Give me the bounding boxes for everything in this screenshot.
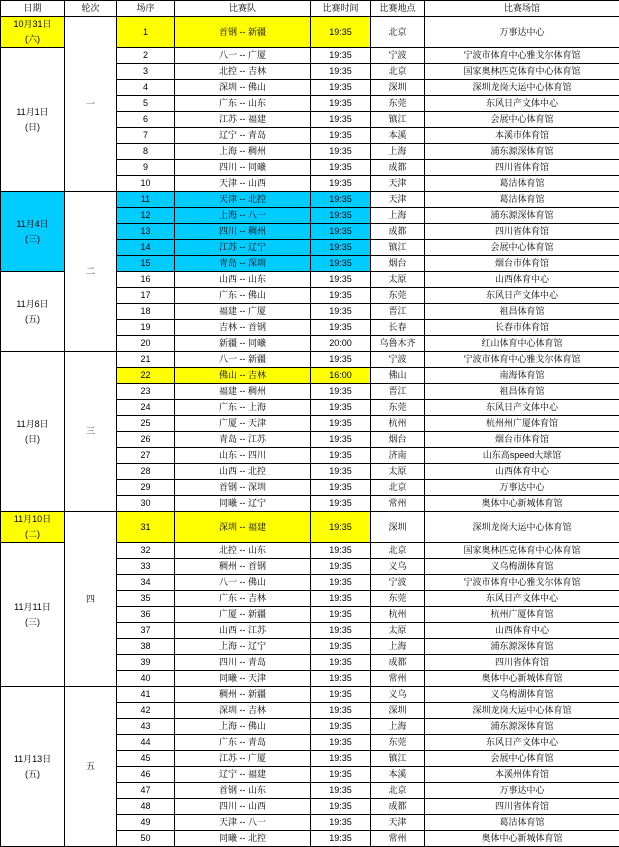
match-order-cell: 14 [117, 240, 175, 256]
matchup-cell: 首钢 -- 山东 [175, 783, 311, 799]
match-time-cell: 19:35 [311, 128, 371, 144]
match-venue-cell: 义乌梅湖体育馆 [425, 687, 619, 703]
matchup-cell: 四川 -- 同曦 [175, 160, 311, 176]
match-venue-cell: 东风日产文体中心 [425, 735, 619, 751]
table-header-row [1, 1, 619, 17]
match-order-cell: 45 [117, 751, 175, 767]
match-time-cell: 19:35 [311, 240, 371, 256]
round-cell: 三 [65, 352, 117, 512]
matchup-cell: 江苏 -- 广厦 [175, 751, 311, 767]
matchup-cell: 江苏 -- 辽宁 [175, 240, 311, 256]
match-time-cell: 19:35 [311, 176, 371, 192]
match-venue-cell: 杭州州广厦体育馆 [425, 416, 619, 432]
match-order-cell: 41 [117, 687, 175, 703]
match-venue-cell: 东风日产文体中心 [425, 288, 619, 304]
match-time-cell: 19:35 [311, 416, 371, 432]
match-time-cell: 19:35 [311, 687, 371, 703]
match-venue-cell: 国家奥林匹克体育中心体育馆 [425, 64, 619, 80]
match-order-cell: 34 [117, 575, 175, 591]
match-time-cell: 19:35 [311, 623, 371, 639]
match-place-cell: 成都 [371, 160, 425, 176]
matchup-cell: 广东 -- 青岛 [175, 735, 311, 751]
header-date: 日期 [1, 1, 65, 17]
match-order-cell: 40 [117, 671, 175, 687]
match-place-cell: 东莞 [371, 735, 425, 751]
match-venue-cell: 葛沽体育馆 [425, 176, 619, 192]
match-order-cell: 49 [117, 815, 175, 831]
matchup-cell: 首钢 -- 深圳 [175, 480, 311, 496]
match-time-cell: 19:35 [311, 208, 371, 224]
match-order-cell: 37 [117, 623, 175, 639]
matchup-cell: 青岛 -- 深圳 [175, 256, 311, 272]
match-order-cell: 5 [117, 96, 175, 112]
matchup-cell: 广厦 -- 新疆 [175, 607, 311, 623]
match-venue-cell: 本溪市体育馆 [425, 128, 619, 144]
match-order-cell: 20 [117, 336, 175, 352]
date-cell: 11月8日 (日) [1, 352, 65, 512]
match-order-cell: 44 [117, 735, 175, 751]
match-place-cell: 北京 [371, 543, 425, 559]
matchup-cell: 深圳 -- 福建 [175, 512, 311, 543]
matchup-cell: 广厦 -- 天津 [175, 416, 311, 432]
match-order-cell: 10 [117, 176, 175, 192]
match-time-cell: 19:35 [311, 735, 371, 751]
match-place-cell: 东莞 [371, 591, 425, 607]
match-time-cell: 19:35 [311, 480, 371, 496]
match-time-cell: 19:35 [311, 783, 371, 799]
match-place-cell: 东莞 [371, 400, 425, 416]
match-order-cell: 2 [117, 48, 175, 64]
date-cell: 11月13日 (五) [1, 687, 65, 847]
matchup-cell: 北控 -- 吉林 [175, 64, 311, 80]
match-venue-cell: 浦东源深体育馆 [425, 639, 619, 655]
matchup-cell: 江苏 -- 福建 [175, 112, 311, 128]
table-row [1, 352, 619, 368]
match-time-cell: 19:35 [311, 224, 371, 240]
match-venue-cell: 东风日产文体中心 [425, 591, 619, 607]
match-place-cell: 烟台 [371, 256, 425, 272]
match-venue-cell: 葛沽体育馆 [425, 815, 619, 831]
matchup-cell: 四川 -- 青岛 [175, 655, 311, 671]
match-place-cell: 深圳 [371, 703, 425, 719]
match-venue-cell: 山西体育中心 [425, 464, 619, 480]
match-order-cell: 46 [117, 767, 175, 783]
round-cell: 五 [65, 687, 117, 847]
match-place-cell: 烟台 [371, 432, 425, 448]
matchup-cell: 辽宁 -- 福建 [175, 767, 311, 783]
match-time-cell: 19:35 [311, 703, 371, 719]
match-order-cell: 18 [117, 304, 175, 320]
match-place-cell: 杭州 [371, 416, 425, 432]
match-order-cell: 39 [117, 655, 175, 671]
match-place-cell: 太原 [371, 464, 425, 480]
match-place-cell: 太原 [371, 272, 425, 288]
match-place-cell: 宁波 [371, 48, 425, 64]
match-time-cell: 19:35 [311, 655, 371, 671]
match-place-cell: 东莞 [371, 288, 425, 304]
match-time-cell: 19:35 [311, 192, 371, 208]
matchup-cell: 上海 -- 辽宁 [175, 639, 311, 655]
matchup-cell: 山西 -- 江苏 [175, 623, 311, 639]
matchup-cell: 天津 -- 八一 [175, 815, 311, 831]
match-order-cell: 31 [117, 512, 175, 543]
match-place-cell: 太原 [371, 623, 425, 639]
date-cell: 11月10日 (二) [1, 512, 65, 543]
matchup-cell: 同曦 -- 北控 [175, 831, 311, 847]
header-venue: 比赛场馆 [425, 1, 619, 17]
matchup-cell: 上海 -- 八一 [175, 208, 311, 224]
date-cell: 11月4日 (三) [1, 192, 65, 272]
match-time-cell: 19:35 [311, 607, 371, 623]
match-place-cell: 天津 [371, 815, 425, 831]
table-row [1, 512, 619, 543]
match-order-cell: 24 [117, 400, 175, 416]
date-cell: 11月11日 (三) [1, 543, 65, 687]
date-cell: 10月31日 (六) [1, 17, 65, 48]
match-time-cell: 19:35 [311, 384, 371, 400]
round-cell: 四 [65, 512, 117, 687]
match-time-cell: 19:35 [311, 48, 371, 64]
matchup-cell: 天津 -- 山西 [175, 176, 311, 192]
table-row [1, 687, 619, 703]
match-venue-cell: 宁波市体育中心雅戈尔体育馆 [425, 352, 619, 368]
match-order-cell: 43 [117, 719, 175, 735]
match-order-cell: 15 [117, 256, 175, 272]
match-venue-cell: 葛沽体育馆 [425, 192, 619, 208]
match-order-cell: 16 [117, 272, 175, 288]
match-venue-cell: 东风日产文体中心 [425, 96, 619, 112]
match-order-cell: 35 [117, 591, 175, 607]
match-time-cell: 20:00 [311, 336, 371, 352]
match-time-cell: 16:00 [311, 368, 371, 384]
match-order-cell: 47 [117, 783, 175, 799]
match-time-cell: 19:35 [311, 575, 371, 591]
match-order-cell: 32 [117, 543, 175, 559]
match-place-cell: 佛山 [371, 368, 425, 384]
matchup-cell: 山东 -- 四川 [175, 448, 311, 464]
match-order-cell: 29 [117, 480, 175, 496]
match-order-cell: 13 [117, 224, 175, 240]
match-order-cell: 22 [117, 368, 175, 384]
match-order-cell: 6 [117, 112, 175, 128]
match-venue-cell: 会展中心体育馆 [425, 240, 619, 256]
match-time-cell: 19:35 [311, 288, 371, 304]
table-row [1, 17, 619, 48]
match-place-cell: 宁波 [371, 352, 425, 368]
header-order: 场序 [117, 1, 175, 17]
match-time-cell: 19:35 [311, 512, 371, 543]
match-venue-cell: 万事达中心 [425, 17, 619, 48]
match-time-cell: 19:35 [311, 719, 371, 735]
match-order-cell: 25 [117, 416, 175, 432]
match-place-cell: 义乌 [371, 559, 425, 575]
match-place-cell: 镇江 [371, 112, 425, 128]
matchup-cell: 广东 -- 山东 [175, 96, 311, 112]
match-time-cell: 19:35 [311, 751, 371, 767]
match-place-cell: 本溪 [371, 767, 425, 783]
match-venue-cell: 浦东源深体育馆 [425, 208, 619, 224]
match-place-cell: 长春 [371, 320, 425, 336]
match-venue-cell: 国家奥林匹克体育中心体育馆 [425, 543, 619, 559]
match-time-cell: 19:35 [311, 144, 371, 160]
match-time-cell: 19:35 [311, 272, 371, 288]
match-place-cell: 上海 [371, 144, 425, 160]
match-venue-cell: 山西体育中心 [425, 623, 619, 639]
match-time-cell: 19:35 [311, 320, 371, 336]
matchup-cell: 四川 -- 稠州 [175, 224, 311, 240]
matchup-cell: 吉林 -- 首钢 [175, 320, 311, 336]
match-venue-cell: 南海体育馆 [425, 368, 619, 384]
match-venue-cell: 四川省体育馆 [425, 160, 619, 176]
match-venue-cell: 义乌梅湖体育馆 [425, 559, 619, 575]
match-venue-cell: 四川省体育馆 [425, 799, 619, 815]
matchup-cell: 同曦 -- 辽宁 [175, 496, 311, 512]
match-order-cell: 33 [117, 559, 175, 575]
match-place-cell: 深圳 [371, 512, 425, 543]
match-order-cell: 12 [117, 208, 175, 224]
matchup-cell: 八一 -- 佛山 [175, 575, 311, 591]
header-match: 比赛队 [175, 1, 311, 17]
matchup-cell: 同曦 -- 天津 [175, 671, 311, 687]
matchup-cell: 八一 -- 广厦 [175, 48, 311, 64]
match-place-cell: 济南 [371, 448, 425, 464]
matchup-cell: 广东 -- 吉林 [175, 591, 311, 607]
match-order-cell: 9 [117, 160, 175, 176]
match-venue-cell: 奥体中心新城体育馆 [425, 831, 619, 847]
schedule-body [1, 17, 619, 847]
matchup-cell: 广东 -- 佛山 [175, 288, 311, 304]
match-venue-cell: 浦东源深体育馆 [425, 719, 619, 735]
match-time-cell: 19:35 [311, 64, 371, 80]
match-venue-cell: 祖昌体育馆 [425, 304, 619, 320]
match-venue-cell: 宁波市体育中心雅戈尔体育馆 [425, 575, 619, 591]
match-time-cell: 19:35 [311, 448, 371, 464]
match-order-cell: 42 [117, 703, 175, 719]
match-place-cell: 深圳 [371, 80, 425, 96]
match-place-cell: 上海 [371, 719, 425, 735]
match-time-cell: 19:35 [311, 639, 371, 655]
header-round: 轮次 [65, 1, 117, 17]
match-place-cell: 义乌 [371, 687, 425, 703]
match-venue-cell: 杭州广厦体育馆 [425, 607, 619, 623]
match-time-cell: 19:35 [311, 496, 371, 512]
match-place-cell: 北京 [371, 783, 425, 799]
match-place-cell: 杭州 [371, 607, 425, 623]
match-venue-cell: 会展中心体育馆 [425, 751, 619, 767]
match-place-cell: 成都 [371, 224, 425, 240]
matchup-cell: 福建 -- 稠州 [175, 384, 311, 400]
match-time-cell: 19:35 [311, 831, 371, 847]
matchup-cell: 青岛 -- 江苏 [175, 432, 311, 448]
match-time-cell: 19:35 [311, 799, 371, 815]
match-order-cell: 28 [117, 464, 175, 480]
match-order-cell: 48 [117, 799, 175, 815]
match-order-cell: 4 [117, 80, 175, 96]
match-order-cell: 1 [117, 17, 175, 48]
match-venue-cell: 红山体育中心体育馆 [425, 336, 619, 352]
matchup-cell: 佛山 -- 吉林 [175, 368, 311, 384]
match-order-cell: 21 [117, 352, 175, 368]
match-place-cell: 北京 [371, 64, 425, 80]
header-time: 比赛时间 [311, 1, 371, 17]
match-order-cell: 27 [117, 448, 175, 464]
match-venue-cell: 深圳龙岗大运中心体育馆 [425, 703, 619, 719]
match-time-cell: 19:35 [311, 671, 371, 687]
match-venue-cell: 奥体中心新城体育馆 [425, 671, 619, 687]
matchup-cell: 深圳 -- 吉林 [175, 703, 311, 719]
matchup-cell: 上海 -- 稠州 [175, 144, 311, 160]
match-place-cell: 北京 [371, 480, 425, 496]
match-time-cell: 19:35 [311, 352, 371, 368]
matchup-cell: 深圳 -- 佛山 [175, 80, 311, 96]
round-cell: 一 [65, 17, 117, 192]
match-venue-cell: 长春市体育馆 [425, 320, 619, 336]
match-order-cell: 3 [117, 64, 175, 80]
match-order-cell: 8 [117, 144, 175, 160]
matchup-cell: 稠州 -- 首钢 [175, 559, 311, 575]
matchup-cell: 四川 -- 山西 [175, 799, 311, 815]
match-time-cell: 19:35 [311, 80, 371, 96]
match-place-cell: 宁波 [371, 575, 425, 591]
match-venue-cell: 烟台市体育馆 [425, 432, 619, 448]
match-order-cell: 36 [117, 607, 175, 623]
match-venue-cell: 祖昌体育馆 [425, 384, 619, 400]
match-place-cell: 晋江 [371, 304, 425, 320]
match-place-cell: 天津 [371, 176, 425, 192]
match-venue-cell: 万事达中心 [425, 480, 619, 496]
match-time-cell: 19:35 [311, 559, 371, 575]
match-order-cell: 23 [117, 384, 175, 400]
match-venue-cell: 山东高speed大球馆 [425, 448, 619, 464]
date-cell: 11月1日 (日) [1, 48, 65, 192]
date-cell: 11月6日 (五) [1, 272, 65, 352]
match-time-cell: 19:35 [311, 400, 371, 416]
match-place-cell: 上海 [371, 639, 425, 655]
match-place-cell: 天津 [371, 192, 425, 208]
match-order-cell: 17 [117, 288, 175, 304]
match-order-cell: 50 [117, 831, 175, 847]
match-time-cell: 19:35 [311, 160, 371, 176]
match-time-cell: 19:35 [311, 256, 371, 272]
match-time-cell: 19:35 [311, 815, 371, 831]
match-place-cell: 北京 [371, 17, 425, 48]
match-venue-cell: 四川省体育馆 [425, 224, 619, 240]
match-venue-cell: 宁波市体育中心雅戈尔体育馆 [425, 48, 619, 64]
match-place-cell: 常州 [371, 831, 425, 847]
match-place-cell: 本溪 [371, 128, 425, 144]
match-place-cell: 晋江 [371, 384, 425, 400]
matchup-cell: 山西 -- 北控 [175, 464, 311, 480]
match-venue-cell: 浦东源深体育馆 [425, 144, 619, 160]
matchup-cell: 稠州 -- 新疆 [175, 687, 311, 703]
match-venue-cell: 四川省体育馆 [425, 655, 619, 671]
match-place-cell: 成都 [371, 799, 425, 815]
match-time-cell: 19:35 [311, 591, 371, 607]
match-time-cell: 19:35 [311, 767, 371, 783]
matchup-cell: 山西 -- 山东 [175, 272, 311, 288]
match-time-cell: 19:35 [311, 432, 371, 448]
matchup-cell: 广东 -- 上海 [175, 400, 311, 416]
match-order-cell: 7 [117, 128, 175, 144]
matchup-cell: 上海 -- 佛山 [175, 719, 311, 735]
match-place-cell: 成都 [371, 655, 425, 671]
matchup-cell: 首钢 -- 新疆 [175, 17, 311, 48]
match-time-cell: 19:35 [311, 112, 371, 128]
match-place-cell: 乌鲁木齐 [371, 336, 425, 352]
header-place: 比赛地点 [371, 1, 425, 17]
matchup-cell: 新疆 -- 同曦 [175, 336, 311, 352]
match-venue-cell: 万事达中心 [425, 783, 619, 799]
match-time-cell: 19:35 [311, 96, 371, 112]
match-order-cell: 38 [117, 639, 175, 655]
matchup-cell: 北控 -- 山东 [175, 543, 311, 559]
match-venue-cell: 山西体育中心 [425, 272, 619, 288]
match-time-cell: 19:35 [311, 17, 371, 48]
match-time-cell: 19:35 [311, 543, 371, 559]
match-venue-cell: 烟台市体育馆 [425, 256, 619, 272]
match-venue-cell: 会展中心体育馆 [425, 112, 619, 128]
matchup-cell: 八一 -- 新疆 [175, 352, 311, 368]
match-venue-cell: 深圳龙岗大运中心体育馆 [425, 80, 619, 96]
match-venue-cell: 奥体中心新城体育馆 [425, 496, 619, 512]
match-order-cell: 11 [117, 192, 175, 208]
match-venue-cell: 深圳龙岗大运中心体育馆 [425, 512, 619, 543]
match-venue-cell: 东风日产文体中心 [425, 400, 619, 416]
match-order-cell: 26 [117, 432, 175, 448]
matchup-cell: 天津 -- 北控 [175, 192, 311, 208]
match-place-cell: 上海 [371, 208, 425, 224]
match-place-cell: 常州 [371, 496, 425, 512]
match-place-cell: 镇江 [371, 240, 425, 256]
round-cell: 二 [65, 192, 117, 352]
matchup-cell: 辽宁 -- 青岛 [175, 128, 311, 144]
match-place-cell: 镇江 [371, 751, 425, 767]
match-time-cell: 19:35 [311, 304, 371, 320]
match-place-cell: 东莞 [371, 96, 425, 112]
match-time-cell: 19:35 [311, 464, 371, 480]
match-order-cell: 19 [117, 320, 175, 336]
matchup-cell: 福建 -- 广厦 [175, 304, 311, 320]
match-venue-cell: 本溪州体育馆 [425, 767, 619, 783]
match-order-cell: 30 [117, 496, 175, 512]
table-row [1, 192, 619, 208]
match-place-cell: 常州 [371, 671, 425, 687]
